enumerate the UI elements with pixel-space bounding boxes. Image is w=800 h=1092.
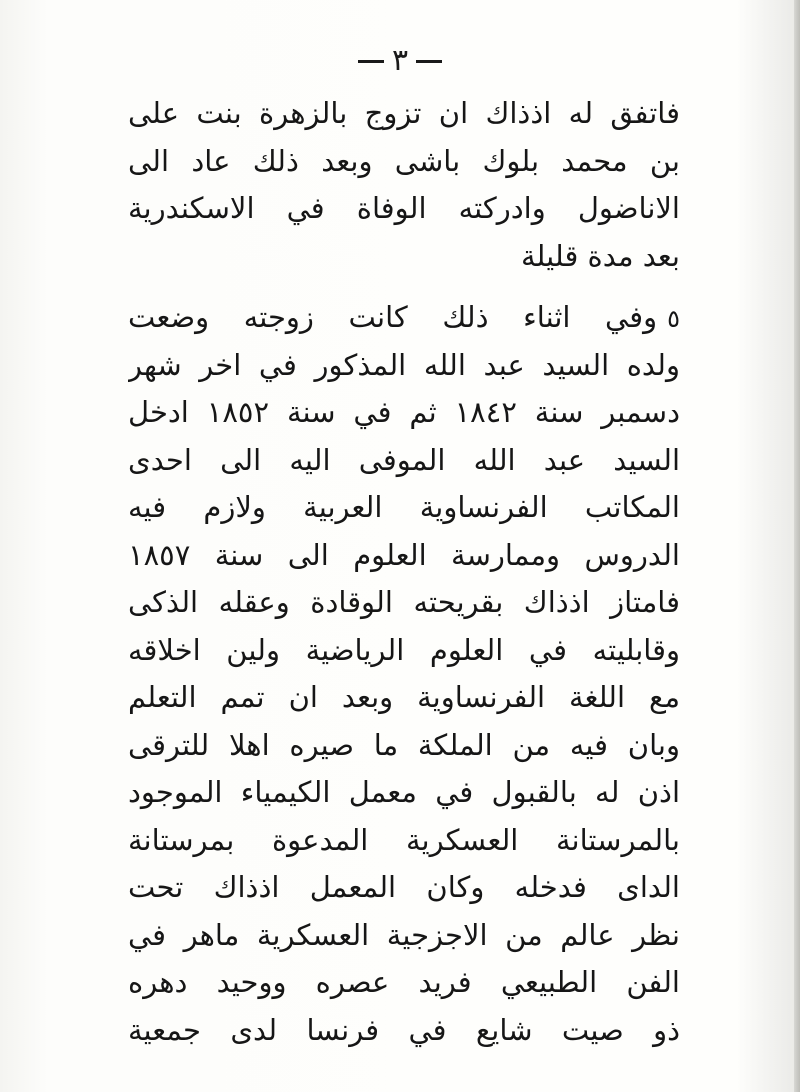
text-line: الدروس وممارسة العلوم الى سنة ١٨٥٧ bbox=[128, 537, 680, 572]
text-line: دسمبر سنة ١٨٤٢ ثم في سنة ١٨٥٢ ادخل bbox=[128, 395, 680, 429]
text-line: بالمرستانة العسكرية المدعوة بمرستانة bbox=[128, 822, 680, 857]
text-line-with-marker bbox=[128, 294, 680, 342]
page-number: ٣ bbox=[391, 43, 409, 78]
text-line: الاناضول وادركته الوفاة في الاسكندرية bbox=[128, 191, 680, 225]
text-line: بعد مدة قليلة bbox=[520, 238, 680, 273]
text-line: ذو صيت شايع في فرنسا لدى جمعية bbox=[128, 1012, 680, 1047]
left-dash bbox=[358, 60, 384, 63]
text-line: وفي اثناء ذلك كانت زوجته وضعت bbox=[128, 300, 658, 334]
text-line: مع اللغة الفرنساوية وبعد ان تمم التعلم bbox=[128, 680, 680, 714]
text-line: بن محمد بلوك باشى وبعد ذلك عاد الى bbox=[128, 143, 680, 178]
page-edge bbox=[794, 0, 800, 1092]
page-number-header bbox=[340, 40, 460, 80]
text-line: وقابليته في العلوم الرياضية ولين اخلاقه bbox=[128, 632, 680, 667]
text-line: فامتاز اذذاك بقريحته الوقادة وعقله الذكى bbox=[128, 585, 680, 619]
text-line: نظر عالم من الاجزجية العسكرية ماهر في bbox=[128, 917, 680, 952]
text-line: وبان فيه من الملكة ما صيره اهلا للترقى bbox=[128, 727, 680, 762]
right-dash bbox=[416, 60, 442, 63]
text-line: الفن الطبيعي فريد عصره ووحيد دهره bbox=[128, 965, 680, 999]
text-line: المكاتب الفرنساوية العربية ولازم فيه bbox=[128, 490, 680, 524]
paragraph-marker: ٥ bbox=[667, 305, 680, 333]
body-text bbox=[128, 90, 680, 1054]
text-line: ولده السيد عبد الله المذكور في اخر شهر bbox=[128, 347, 680, 382]
text-line: الداى فدخله وكان المعمل اذذاك تحت bbox=[128, 870, 680, 904]
text-line: فاتفق له اذذاك ان تزوج بالزهرة بنت على bbox=[128, 96, 680, 130]
text-line: السيد عبد الله الموفى اليه الى احدى bbox=[128, 442, 680, 477]
text-line: اذن له بالقبول في معمل الكيمياء الموجود bbox=[128, 775, 680, 809]
paragraph-gap bbox=[128, 280, 680, 294]
